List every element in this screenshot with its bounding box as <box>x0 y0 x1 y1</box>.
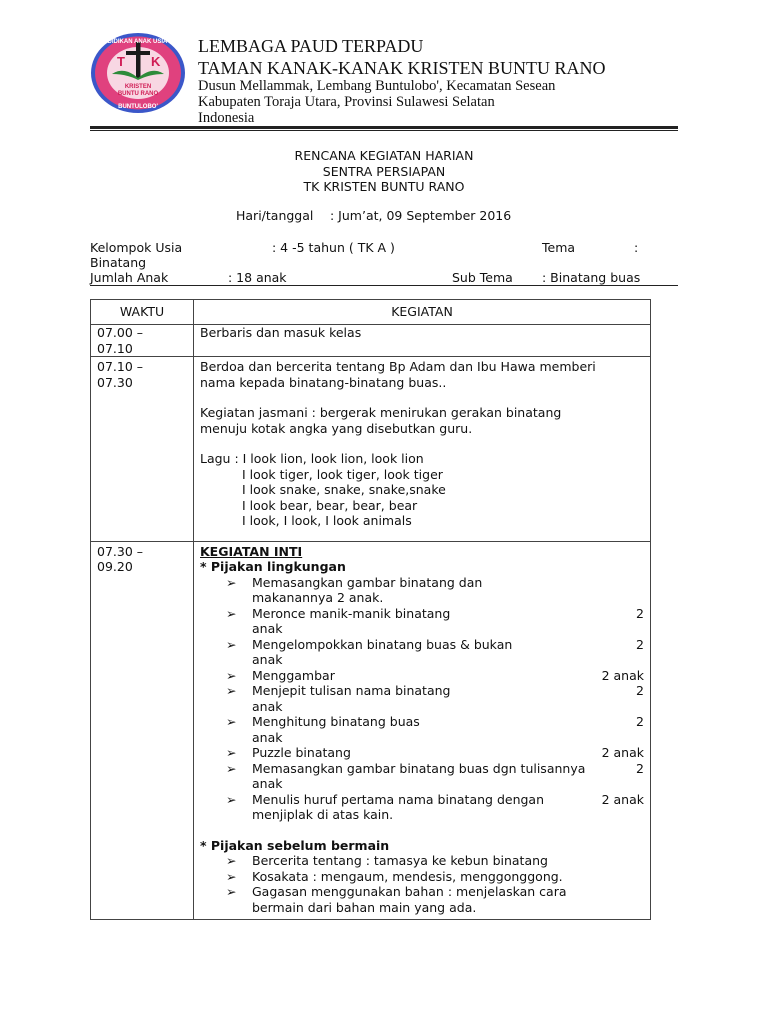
table-row <box>91 357 651 542</box>
arrow-bullet-icon: ➢ <box>226 574 237 590</box>
list-item-text <box>252 683 598 714</box>
list-item-line: Menulis huruf pertama nama binatang dengan <box>252 791 545 807</box>
title-line2: SENTRA PERSIAPAN <box>322 164 446 179</box>
list-item <box>200 761 644 792</box>
pijakan-lingkungan-heading: * Pijakan lingkungan <box>200 559 346 574</box>
tema-colon: : <box>634 240 639 255</box>
meta-rule <box>90 285 678 286</box>
list-item-text <box>252 884 644 915</box>
row2-para2-a: Kegiatan jasmani : bergerak menirukan gerakan binatang <box>200 405 562 420</box>
svg-text:T: T <box>117 54 125 69</box>
list-item <box>200 575 644 606</box>
list-item-line: Gagasan menggunakan bahan : menjelaskan cara <box>252 884 567 899</box>
list-item-line: Memasangkan gambar binatang buas dgn tulisannya <box>252 760 586 776</box>
list-item-text <box>252 869 644 885</box>
list-item-count: 2 anak <box>601 745 644 760</box>
arrow-bullet-icon: ➢ <box>226 714 237 729</box>
list-item <box>200 637 644 668</box>
header-line3: Dusun Mellammak, Lembang Buntulobo', Kecamatan Sesean <box>198 78 556 94</box>
list-item-line: Puzzle binatang <box>252 745 351 760</box>
arrow-bullet-icon: ➢ <box>226 791 237 807</box>
col-waktu: WAKTU <box>91 300 194 325</box>
logo-ring-top: PENDIDIKAN ANAK USIA DINI <box>95 39 181 45</box>
arrow-bullet-icon: ➢ <box>226 745 237 760</box>
song-line: I look snake, snake, snake,snake <box>242 482 446 497</box>
row1-time <box>91 325 194 357</box>
row2-time <box>91 357 194 542</box>
list-item-text <box>252 853 644 869</box>
song-line: I look tiger, look tiger, look tiger <box>242 466 443 482</box>
list-item <box>200 668 644 684</box>
row3-time-end: 09.20 <box>97 559 133 574</box>
row3-activity <box>194 541 651 920</box>
date-value: : Jum’at, 09 September 2016 <box>330 208 512 223</box>
arrow-bullet-icon: ➢ <box>226 636 237 652</box>
arrow-bullet-icon: ➢ <box>226 853 237 868</box>
arrow-bullet-icon: ➢ <box>226 667 237 683</box>
list-item-line: Meronce manik-manik binatang <box>252 605 451 621</box>
list-item <box>200 869 644 885</box>
row3-time-start: 07.30 – <box>97 543 144 559</box>
list-item-line: makanannya 2 anak. <box>252 590 384 605</box>
header-rule-thick <box>90 126 678 129</box>
list-item-line: anak <box>252 729 283 745</box>
list-item <box>200 683 644 714</box>
header-line2: TAMAN KANAK-KANAK KRISTEN BUNTU RANO <box>198 58 606 78</box>
list-item-line: menjiplak di atas kain. <box>252 807 394 822</box>
list-item-count: 2 anak <box>601 791 644 807</box>
list-item-count: 2 <box>636 714 644 729</box>
table-header-row <box>91 300 651 325</box>
list-item-text <box>252 745 598 761</box>
row3-time <box>91 541 194 920</box>
list-item-line: anak <box>252 698 283 714</box>
header-line5: Indonesia <box>198 110 255 126</box>
logo-center-line1: KRISTEN <box>124 84 152 90</box>
song-line: Lagu : I look lion, look lion, look lion <box>200 451 424 466</box>
arrow-bullet-icon: ➢ <box>226 683 237 698</box>
list-item-text <box>252 714 598 745</box>
kelompok-label: Kelompok Usia <box>90 240 183 255</box>
song-line: I look bear, bear, bear, bear <box>242 497 418 513</box>
date-label: Hari/tanggal <box>236 208 314 223</box>
kelompok-value: : 4 -5 tahun ( TK A ) <box>272 240 395 255</box>
row1-time-end: 07.10 <box>97 340 133 356</box>
row2-para1-a: Berdoa dan bercerita tentang Bp Adam dan Ibu Hawa memberi <box>200 359 596 374</box>
list-item-text <box>252 668 598 684</box>
row2-activity <box>194 357 651 542</box>
pijakan-sebelum-heading: * Pijakan sebelum bermain <box>200 837 390 853</box>
pijakan-sebelum-list <box>200 853 644 915</box>
list-item <box>200 884 644 915</box>
list-item <box>200 853 644 869</box>
schedule-table <box>90 299 651 920</box>
tema-value: Binatang <box>90 255 147 270</box>
arrow-bullet-icon: ➢ <box>226 884 237 899</box>
header-rule-thin <box>90 130 678 131</box>
pijakan-lingkungan-list <box>200 575 644 823</box>
logo-center-line2: BUNTU RANO <box>117 91 159 97</box>
title-line1: RENCANA KEGIATAN HARIAN <box>294 148 474 163</box>
list-item-text <box>252 761 598 792</box>
list-item-text <box>252 792 598 823</box>
table-row <box>91 541 651 920</box>
row2-para2-b: menuju kotak angka yang disebutkan guru. <box>200 420 473 436</box>
list-item-line: Menghitung binatang buas <box>252 714 420 729</box>
school-logo <box>90 32 186 114</box>
arrow-bullet-icon: ➢ <box>226 760 237 776</box>
song-line: I look, I look, I look animals <box>242 513 412 528</box>
subtema-label: Sub Tema <box>452 270 513 285</box>
arrow-bullet-icon: ➢ <box>226 605 237 621</box>
subtema-value: : Binatang buas <box>542 270 641 285</box>
header-line4: Kabupaten Toraja Utara, Provinsi Sulawesi Selatan <box>198 94 495 110</box>
arrow-bullet-icon: ➢ <box>226 868 237 884</box>
logo-ring-bottom: BUNTULOBO' <box>118 104 158 110</box>
table-row <box>91 325 651 357</box>
list-item-line: anak <box>252 652 283 667</box>
kegiatan-inti-heading: KEGIATAN INTI <box>200 543 303 559</box>
row2-para1-b: nama kepada binatang-binatang buas.. <box>200 374 447 390</box>
row2-time-end: 07.30 <box>97 374 133 390</box>
list-item <box>200 714 644 745</box>
list-item-text <box>252 637 598 668</box>
jumlah-label: Jumlah Anak <box>90 270 169 285</box>
list-item-line: Bercerita tentang : tamasya ke kebun binatang <box>252 853 548 868</box>
list-item <box>200 745 644 761</box>
title-line3: TK KRISTEN BUNTU RANO <box>303 179 465 194</box>
list-item-line: Menjepit tulisan nama binatang <box>252 683 451 698</box>
list-item-count: 2 <box>636 636 644 652</box>
list-item-line: Menggambar <box>252 667 335 683</box>
list-item-line: anak <box>252 776 283 791</box>
list-item-text <box>252 575 598 606</box>
jumlah-value: : 18 anak <box>228 270 287 285</box>
list-item-line: Kosakata : mengaum, mendesis, menggonggong. <box>252 868 563 884</box>
row2-time-start: 07.10 – <box>97 359 144 374</box>
list-item-line: anak <box>252 621 283 636</box>
list-item-line: Mengelompokkan binatang buas & bukan <box>252 636 513 652</box>
tema-label: Tema <box>542 240 576 255</box>
list-item-line: Memasangkan gambar binatang dan <box>252 574 483 590</box>
col-kegiatan: KEGIATAN <box>194 300 651 325</box>
list-item-count: 2 <box>636 683 644 698</box>
list-item-count <box>598 575 644 606</box>
list-item-line: bermain dari bahan main yang ada. <box>252 899 477 915</box>
list-item-count: 2 <box>636 760 644 776</box>
list-item-count: 2 <box>636 605 644 621</box>
list-item <box>200 792 644 823</box>
header-line1: LEMBAGA PAUD TERPADU <box>198 36 424 56</box>
list-item-count: 2 anak <box>601 667 644 683</box>
row1-time-start: 07.00 – <box>97 325 144 340</box>
row1-activity: Berbaris dan masuk kelas <box>194 325 651 357</box>
svg-text:K: K <box>151 54 161 69</box>
list-item <box>200 606 644 637</box>
list-item-text <box>252 606 598 637</box>
